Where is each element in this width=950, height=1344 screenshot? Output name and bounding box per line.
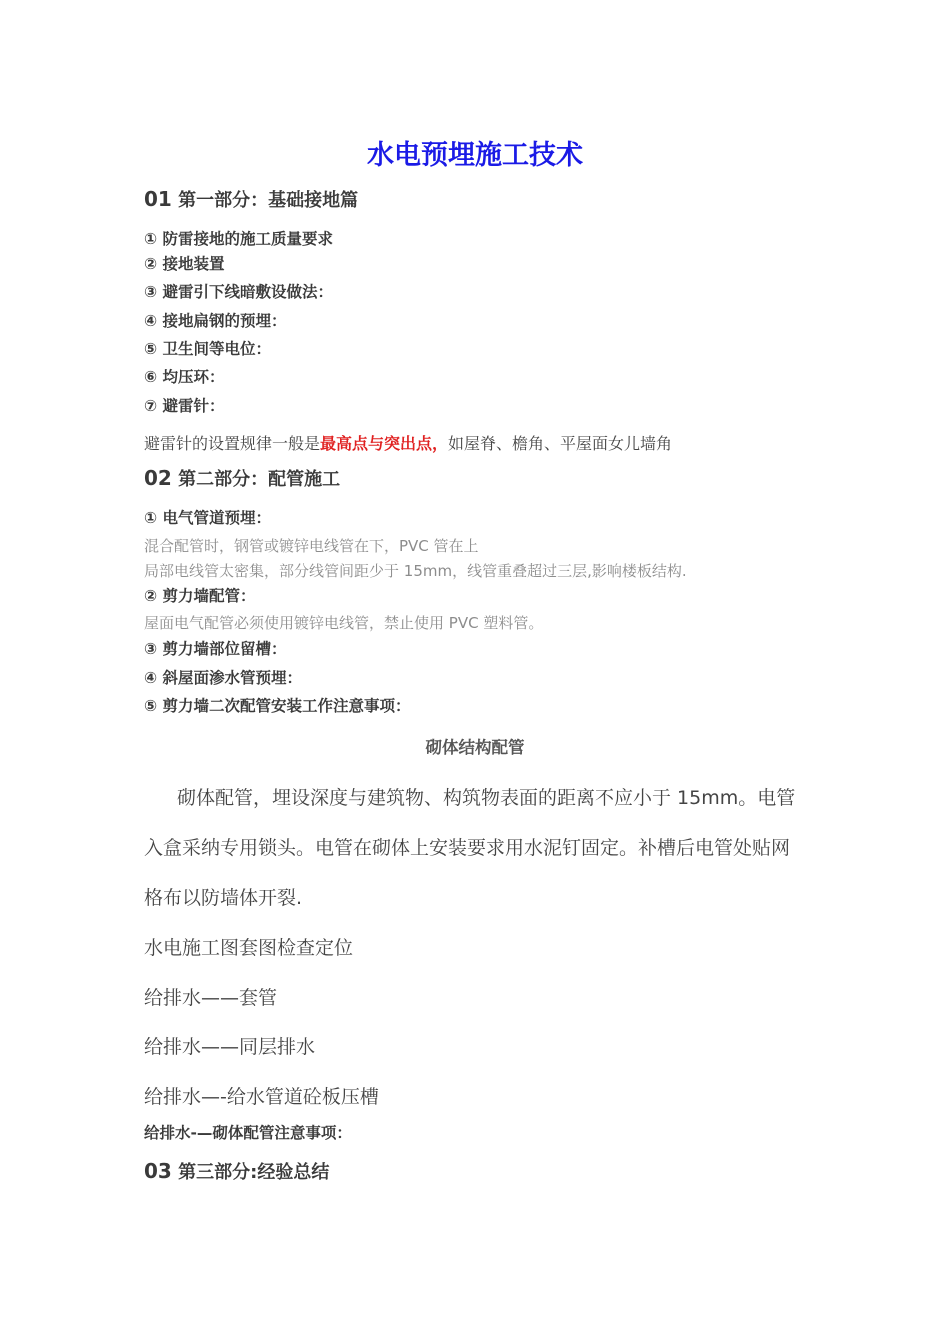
part3-title: 第三部分:经验总结 [178,1162,330,1183]
note-highlight: 最高点与突出点， [320,434,449,453]
document-title: 水电预埋施工技术 [367,140,583,171]
part2-item-1-line-1: 混合配管时，钢管或镀锌电线管在下，PVC 管在上 [144,537,479,555]
part1-item-6: ⑥ 均压环： [144,368,225,386]
part1-number: 01 [144,187,172,211]
part2-item-1: ① 电气管道预埋： [144,509,272,527]
note-suffix: 如屋脊、檐角、平屋面女儿墙角 [448,434,673,453]
part1-heading [144,186,358,212]
part2-item-5: ⑤ 剪力墙二次配管安装工作注意事项： [144,697,411,715]
part1-item-1: ① 防雷接地的施工质量要求 [144,230,334,248]
note-prefix: 避雷针的设置规律一般是 [144,434,321,453]
line-same-floor-drainage: 给排水——同层排水 [144,1036,316,1058]
part2-title: 第二部分：配管施工 [178,469,341,490]
line-drawing-check: 水电施工图套图检查定位 [144,937,354,959]
masonry-sub-heading: 砌体结构配管 [425,738,525,757]
part2-item-2: ② 剪力墙配管： [144,587,256,605]
part2-item-1-line-2: 局部电线管太密集，部分线管间距少于 15mm，线管重叠超过三层,影响楼板结构. [144,562,687,580]
part1-item-3: ③ 避雷引下线暗敷设做法： [144,283,334,301]
part1-item-5: ⑤ 卫生间等电位： [144,340,272,358]
part2-number: 02 [144,466,172,490]
line-slab-groove: 给排水—-给水管道砼板压槽 [144,1086,379,1108]
part2-item-2-line-1: 屋面电气配管必须使用镀锌电线管，禁止使用 PVC 塑料管。 [144,614,544,632]
part1-title: 第一部分：基础接地篇 [178,190,359,211]
line-sleeve: 给排水——套管 [144,987,278,1009]
part1-item-2: ② 接地装置 [144,255,225,273]
masonry-paragraph-line-2: 入盒采纳专用锁头。电管在砌体上安装要求用水泥钉固定。补槽后电管处贴网 [144,837,791,859]
masonry-paragraph-line-1: 砌体配管，埋设深度与建筑物、构筑物表面的距离不应小于 15mm。电管 [177,787,796,809]
part3-heading [144,1158,329,1184]
part3-number: 03 [144,1159,172,1183]
part2-item-3: ③ 剪力墙部位留槽： [144,640,287,658]
lightning-rod-note [144,431,672,454]
part2-item-4: ④ 斜屋面渗水管预埋： [144,669,303,687]
part1-item-7: ⑦ 避雷针： [144,397,225,415]
part2-heading [144,465,340,491]
part1-item-4: ④ 接地扁钢的预埋： [144,312,287,330]
masonry-paragraph-line-3: 格布以防墙体开裂. [144,887,303,909]
line-masonry-notes: 给排水-—砌体配管注意事项： [144,1124,352,1142]
